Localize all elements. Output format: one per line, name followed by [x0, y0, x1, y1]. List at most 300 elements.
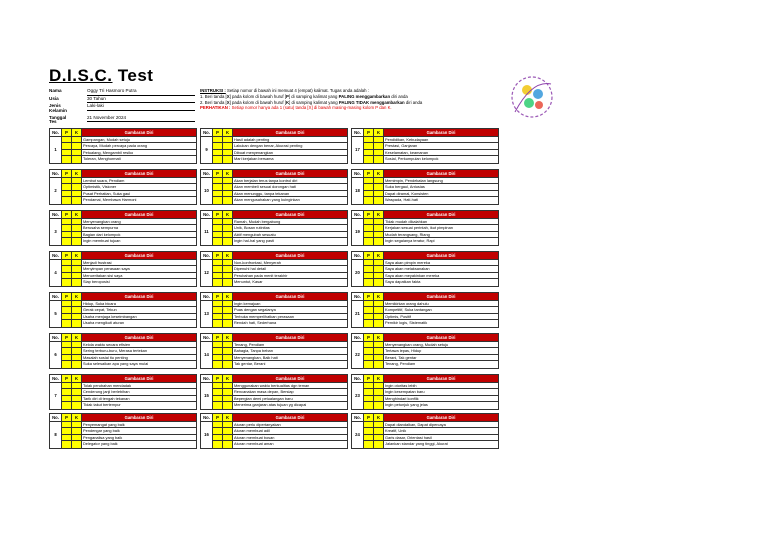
block-header: [200, 251, 348, 260]
statement-row: [62, 361, 196, 368]
k-checkbox[interactable]: [374, 137, 384, 143]
statement-text: Aktif mengubah sesuatu: [234, 231, 276, 237]
question-block: [200, 251, 348, 287]
p-checkbox[interactable]: [364, 225, 374, 231]
k-checkbox[interactable]: [72, 361, 82, 368]
question-block: [200, 413, 348, 449]
block-header: [49, 210, 197, 219]
p-checkbox[interactable]: [364, 273, 374, 279]
k-checkbox[interactable]: [223, 150, 233, 156]
k-checkbox[interactable]: [374, 422, 384, 428]
p-checkbox[interactable]: [364, 422, 374, 428]
k-checkbox[interactable]: [223, 348, 233, 354]
statement-text: Hidup, Suka bicara: [83, 300, 116, 306]
k-checkbox[interactable]: [72, 191, 82, 197]
p-checkbox[interactable]: [364, 342, 374, 348]
p-checkbox[interactable]: [213, 383, 223, 389]
p-checkbox[interactable]: [213, 184, 223, 190]
p-checkbox[interactable]: [364, 383, 374, 389]
header-no: No.: [352, 129, 364, 136]
p-checkbox[interactable]: [62, 361, 72, 368]
statement-text: Siap beroposisi: [83, 279, 110, 284]
p-checkbox[interactable]: [213, 389, 223, 395]
title-suffix: Test: [117, 66, 154, 85]
p-checkbox[interactable]: [62, 279, 72, 286]
p-checkbox[interactable]: [213, 396, 223, 402]
k-checkbox[interactable]: [374, 219, 384, 225]
p-checkbox[interactable]: [213, 441, 223, 448]
k-checkbox[interactable]: [374, 273, 384, 279]
p-checkbox[interactable]: [62, 422, 72, 428]
p-checkbox[interactable]: [213, 197, 223, 204]
p-checkbox[interactable]: [213, 355, 223, 361]
statement-text: Bepergian demi petualangan baru: [234, 395, 293, 401]
p-checkbox[interactable]: [364, 320, 374, 327]
header-p: P: [62, 170, 72, 177]
statement-row: [213, 361, 347, 368]
p-checkbox[interactable]: [213, 320, 223, 327]
k-checkbox[interactable]: [374, 402, 384, 409]
header-no: No.: [50, 293, 62, 300]
k-checkbox[interactable]: [374, 143, 384, 149]
block-header: [49, 128, 197, 137]
statement-text: Percaya, Mudah percaya pada orang: [83, 143, 148, 148]
k-checkbox[interactable]: [72, 178, 82, 184]
block-header: [351, 251, 499, 260]
p-checkbox[interactable]: [213, 422, 223, 428]
statement-text: Aturan membuat bosan: [234, 434, 275, 440]
p-checkbox[interactable]: [364, 402, 374, 409]
p-checkbox[interactable]: [364, 435, 374, 441]
header-gambaran: Gambaran Diri: [233, 293, 347, 300]
k-checkbox[interactable]: [72, 428, 82, 434]
question-number: 10: [201, 178, 213, 204]
p-checkbox[interactable]: [213, 238, 223, 245]
k-checkbox[interactable]: [223, 238, 233, 245]
k-checkbox[interactable]: [223, 191, 233, 197]
k-checkbox[interactable]: [72, 320, 82, 327]
block-body: [351, 137, 499, 164]
header-k: K: [72, 375, 82, 382]
p-checkbox[interactable]: [213, 260, 223, 266]
p-checkbox[interactable]: [364, 348, 374, 354]
k-checkbox[interactable]: [223, 320, 233, 327]
k-checkbox[interactable]: [72, 184, 82, 190]
header-no: No.: [201, 334, 213, 341]
title-prefix: D.I.S.C.: [49, 66, 113, 85]
block-body: [49, 422, 197, 449]
header-k: K: [223, 334, 233, 341]
block-header: [351, 128, 499, 137]
p-checkbox[interactable]: [364, 191, 374, 197]
p-checkbox[interactable]: [364, 355, 374, 361]
p-checkbox[interactable]: [62, 266, 72, 272]
block-body: [351, 342, 499, 369]
p-checkbox[interactable]: [213, 307, 223, 313]
statement-row: [213, 279, 347, 286]
statement-text: Pendamai, Membawa Harmoni: [83, 197, 137, 202]
statement-text: Optimistik, Visioner: [83, 184, 117, 189]
k-checkbox[interactable]: [72, 389, 82, 395]
p-checkbox[interactable]: [62, 441, 72, 448]
block-body: [49, 301, 197, 328]
k-checkbox[interactable]: [223, 383, 233, 389]
k-checkbox[interactable]: [374, 260, 384, 266]
p-checkbox[interactable]: [364, 232, 374, 238]
k-checkbox[interactable]: [223, 197, 233, 204]
k-checkbox[interactable]: [223, 225, 233, 231]
header-gambaran: Gambaran Diri: [233, 334, 347, 341]
statement-text: Menjadi frustrasi: [83, 259, 112, 265]
k-checkbox[interactable]: [223, 156, 233, 163]
statement-text: Ingin kemajuan: [234, 300, 261, 306]
block-header: [351, 413, 499, 422]
question-number: 6: [50, 342, 62, 368]
k-checkbox[interactable]: [374, 225, 384, 231]
block-body: [200, 260, 348, 287]
p-checkbox[interactable]: [213, 178, 223, 184]
p-checkbox[interactable]: [213, 137, 223, 143]
k-checkbox[interactable]: [72, 348, 82, 354]
statement-text: Menceritakan sisi saya: [83, 272, 123, 278]
k-checkbox[interactable]: [374, 238, 384, 245]
statement-text: Rencanakan masa depan, Bersiap: [234, 389, 294, 394]
header-k: K: [223, 293, 233, 300]
question-number: 24: [352, 422, 364, 448]
block-body: [49, 219, 197, 246]
k-checkbox[interactable]: [72, 238, 82, 245]
question-block: [49, 210, 197, 246]
k-checkbox[interactable]: [223, 279, 233, 286]
k-checkbox[interactable]: [72, 435, 82, 441]
k-checkbox[interactable]: [72, 273, 82, 279]
statement-text: Hasil adalah penting: [234, 136, 270, 142]
k-checkbox[interactable]: [223, 143, 233, 149]
p-checkbox[interactable]: [213, 301, 223, 307]
header-k: K: [72, 252, 82, 259]
k-checkbox[interactable]: [374, 383, 384, 389]
statement-text: Sosial, Perkumpulan kelompok: [385, 156, 439, 161]
statement-text: Suka bergaul, Antusias: [385, 184, 425, 189]
k-checkbox[interactable]: [223, 342, 233, 348]
k-checkbox[interactable]: [72, 301, 82, 307]
k-checkbox[interactable]: [72, 383, 82, 389]
p-checkbox[interactable]: [213, 402, 223, 409]
k-checkbox[interactable]: [374, 355, 384, 361]
p-checkbox[interactable]: [62, 178, 72, 184]
k-checkbox[interactable]: [374, 301, 384, 307]
k-checkbox[interactable]: [223, 178, 233, 184]
p-checkbox[interactable]: [62, 184, 72, 190]
k-checkbox[interactable]: [223, 396, 233, 402]
p-checkbox[interactable]: [213, 156, 223, 163]
header-k: K: [374, 129, 384, 136]
statement-text: Mudah terangsang, Riang: [385, 231, 430, 237]
k-checkbox[interactable]: [72, 422, 82, 428]
k-checkbox[interactable]: [223, 273, 233, 279]
k-checkbox[interactable]: [223, 361, 233, 368]
k-checkbox[interactable]: [72, 197, 82, 204]
k-checkbox[interactable]: [72, 307, 82, 313]
p-checkbox[interactable]: [62, 402, 72, 409]
k-checkbox[interactable]: [223, 441, 233, 448]
k-checkbox[interactable]: [374, 266, 384, 272]
k-checkbox[interactable]: [223, 137, 233, 143]
p-checkbox[interactable]: [62, 428, 72, 434]
p-checkbox[interactable]: [213, 314, 223, 320]
k-checkbox[interactable]: [72, 137, 82, 143]
header-gambaran: Gambaran Diri: [82, 414, 196, 421]
header-gambaran: Gambaran Diri: [82, 375, 196, 382]
p-checkbox[interactable]: [364, 184, 374, 190]
header-k: K: [223, 252, 233, 259]
block-header: [351, 374, 499, 383]
p-checkbox[interactable]: [364, 178, 374, 184]
statement-row: [364, 402, 498, 409]
p-checkbox[interactable]: [62, 191, 72, 197]
k-checkbox[interactable]: [223, 307, 233, 313]
question-block: [351, 292, 499, 328]
k-checkbox[interactable]: [374, 184, 384, 190]
p-checkbox[interactable]: [364, 279, 374, 286]
p-checkbox[interactable]: [62, 355, 72, 361]
k-checkbox[interactable]: [72, 266, 82, 272]
k-checkbox[interactable]: [223, 314, 233, 320]
question-number: 16: [201, 422, 213, 448]
k-checkbox[interactable]: [374, 435, 384, 441]
header-p: P: [364, 334, 374, 341]
k-checkbox[interactable]: [72, 232, 82, 238]
p-checkbox[interactable]: [213, 232, 223, 238]
header-k: K: [374, 414, 384, 421]
p-checkbox[interactable]: [62, 260, 72, 266]
header-p: P: [364, 129, 374, 136]
k-checkbox[interactable]: [72, 396, 82, 402]
question-number: 3: [50, 219, 62, 245]
header-no: No.: [50, 414, 62, 421]
header-no: No.: [50, 334, 62, 341]
p-checkbox[interactable]: [364, 307, 374, 313]
p-checkbox[interactable]: [213, 266, 223, 272]
block-header: [49, 333, 197, 342]
statement-text: Tidak mudah dikalahkan: [385, 218, 428, 224]
header-no: No.: [352, 293, 364, 300]
block-header: [351, 292, 499, 301]
p-checkbox[interactable]: [62, 435, 72, 441]
k-checkbox[interactable]: [223, 301, 233, 307]
header-p: P: [213, 170, 223, 177]
p-checkbox[interactable]: [364, 260, 374, 266]
p-checkbox[interactable]: [364, 197, 374, 204]
p-checkbox[interactable]: [364, 143, 374, 149]
p-checkbox[interactable]: [213, 150, 223, 156]
p-checkbox[interactable]: [213, 219, 223, 225]
k-checkbox[interactable]: [374, 314, 384, 320]
p-checkbox[interactable]: [62, 137, 72, 143]
k-checkbox[interactable]: [223, 260, 233, 266]
k-checkbox[interactable]: [72, 441, 82, 448]
statement-text: Menuntut, Kasar: [234, 279, 263, 284]
p-checkbox[interactable]: [213, 225, 223, 231]
question-number: 1: [50, 137, 62, 163]
k-checkbox[interactable]: [374, 441, 384, 448]
k-checkbox[interactable]: [223, 266, 233, 272]
question-number: 12: [201, 260, 213, 286]
question-block: [49, 413, 197, 449]
statement-text: Toleran, Menghormati: [83, 156, 121, 161]
k-checkbox[interactable]: [374, 348, 384, 354]
header-p: P: [62, 129, 72, 136]
p-checkbox[interactable]: [62, 143, 72, 149]
statement-text: Akan berjalan terus tanpa kontrol diri: [234, 177, 298, 183]
statement-text: Tarik diri di tengah tekanan: [83, 395, 130, 401]
p-checkbox[interactable]: [213, 143, 223, 149]
k-checkbox[interactable]: [223, 435, 233, 441]
p-checkbox[interactable]: [62, 307, 72, 313]
statement-text: Tenang, Pendiam: [385, 361, 416, 366]
question-number: 15: [201, 383, 213, 409]
p-checkbox[interactable]: [213, 348, 223, 354]
p-checkbox[interactable]: [364, 301, 374, 307]
header-no: No.: [201, 211, 213, 218]
statement-text: Menggunakan waktu berkualitas dgn teman: [234, 382, 310, 388]
p-checkbox[interactable]: [364, 428, 374, 434]
p-checkbox[interactable]: [62, 348, 72, 354]
statement-row: [364, 156, 498, 163]
statement-row: [364, 320, 498, 327]
k-checkbox[interactable]: [374, 342, 384, 348]
p-checkbox[interactable]: [62, 156, 72, 163]
p-checkbox[interactable]: [213, 361, 223, 368]
block-header: [200, 128, 348, 137]
p-checkbox[interactable]: [364, 150, 374, 156]
k-checkbox[interactable]: [223, 422, 233, 428]
statement-text: Lakukan dengan benar, Akurasi penting: [234, 143, 303, 148]
p-checkbox[interactable]: [62, 225, 72, 231]
p-checkbox[interactable]: [62, 197, 72, 204]
p-checkbox[interactable]: [213, 435, 223, 441]
header-k: K: [374, 293, 384, 300]
k-checkbox[interactable]: [374, 178, 384, 184]
k-checkbox[interactable]: [72, 225, 82, 231]
k-checkbox[interactable]: [72, 260, 82, 266]
header-k: K: [72, 129, 82, 136]
header-gambaran: Gambaran Diri: [82, 293, 196, 300]
k-checkbox[interactable]: [72, 342, 82, 348]
header-p: P: [364, 170, 374, 177]
k-checkbox[interactable]: [223, 428, 233, 434]
p-checkbox[interactable]: [364, 314, 374, 320]
p-checkbox[interactable]: [364, 219, 374, 225]
p-checkbox[interactable]: [364, 441, 374, 448]
header-k: K: [72, 334, 82, 341]
block-body: [200, 137, 348, 164]
p-checkbox[interactable]: [213, 428, 223, 434]
statement-text: Aturan perlu dipertanyakan: [234, 421, 281, 427]
p-checkbox[interactable]: [364, 361, 374, 368]
k-checkbox[interactable]: [72, 143, 82, 149]
p-checkbox[interactable]: [213, 191, 223, 197]
k-checkbox[interactable]: [72, 219, 82, 225]
k-checkbox[interactable]: [374, 156, 384, 163]
k-checkbox[interactable]: [374, 279, 384, 286]
k-checkbox[interactable]: [72, 402, 82, 409]
question-block: [351, 374, 499, 410]
question-number: 2: [50, 178, 62, 204]
p-checkbox[interactable]: [364, 389, 374, 395]
k-checkbox[interactable]: [72, 156, 82, 163]
p-checkbox[interactable]: [62, 389, 72, 395]
statement-text: Prestasi, Ganjaran: [385, 143, 418, 148]
p-checkbox[interactable]: [62, 314, 72, 320]
k-checkbox[interactable]: [374, 232, 384, 238]
k-checkbox[interactable]: [223, 389, 233, 395]
k-checkbox[interactable]: [374, 389, 384, 395]
statement-row: [213, 402, 347, 409]
statement-text: Dibuat menyenangkan: [234, 149, 273, 155]
k-checkbox[interactable]: [223, 232, 233, 238]
p-checkbox[interactable]: [62, 150, 72, 156]
k-checkbox[interactable]: [374, 191, 384, 197]
p-checkbox[interactable]: [364, 137, 374, 143]
k-checkbox[interactable]: [374, 150, 384, 156]
k-checkbox[interactable]: [374, 320, 384, 327]
k-checkbox[interactable]: [223, 184, 233, 190]
statement-text: Memikirkan orang dahulu: [385, 300, 429, 306]
k-checkbox[interactable]: [374, 197, 384, 204]
k-checkbox[interactable]: [223, 219, 233, 225]
p-checkbox[interactable]: [62, 342, 72, 348]
header-p: P: [62, 334, 72, 341]
question-block: [351, 251, 499, 287]
p-checkbox[interactable]: [62, 320, 72, 327]
p-checkbox[interactable]: [364, 156, 374, 163]
k-checkbox[interactable]: [374, 428, 384, 434]
block-header: [200, 374, 348, 383]
question-number: 19: [352, 219, 364, 245]
k-checkbox[interactable]: [223, 355, 233, 361]
statement-text: Tak gentar, Berani: [234, 361, 266, 366]
p-checkbox[interactable]: [62, 383, 72, 389]
block-body: [200, 178, 348, 205]
k-checkbox[interactable]: [374, 396, 384, 402]
p-checkbox[interactable]: [62, 219, 72, 225]
p-checkbox[interactable]: [62, 232, 72, 238]
p-checkbox[interactable]: [213, 342, 223, 348]
p-checkbox[interactable]: [62, 301, 72, 307]
k-checkbox[interactable]: [72, 314, 82, 320]
k-checkbox[interactable]: [374, 307, 384, 313]
p-checkbox[interactable]: [213, 279, 223, 286]
p-checkbox[interactable]: [62, 238, 72, 245]
p-checkbox[interactable]: [62, 273, 72, 279]
p-checkbox[interactable]: [213, 273, 223, 279]
header-k: K: [374, 170, 384, 177]
k-checkbox[interactable]: [223, 402, 233, 409]
statement-text: Bahagia, Tanpa beban: [234, 348, 273, 353]
k-checkbox[interactable]: [72, 150, 82, 156]
header-k: K: [223, 170, 233, 177]
k-checkbox[interactable]: [72, 279, 82, 286]
p-checkbox[interactable]: [364, 238, 374, 245]
p-checkbox[interactable]: [364, 396, 374, 402]
question-block: [351, 210, 499, 246]
p-checkbox[interactable]: [62, 396, 72, 402]
p-checkbox[interactable]: [364, 266, 374, 272]
k-checkbox[interactable]: [72, 355, 82, 361]
header-p: P: [213, 414, 223, 421]
k-checkbox[interactable]: [374, 361, 384, 368]
